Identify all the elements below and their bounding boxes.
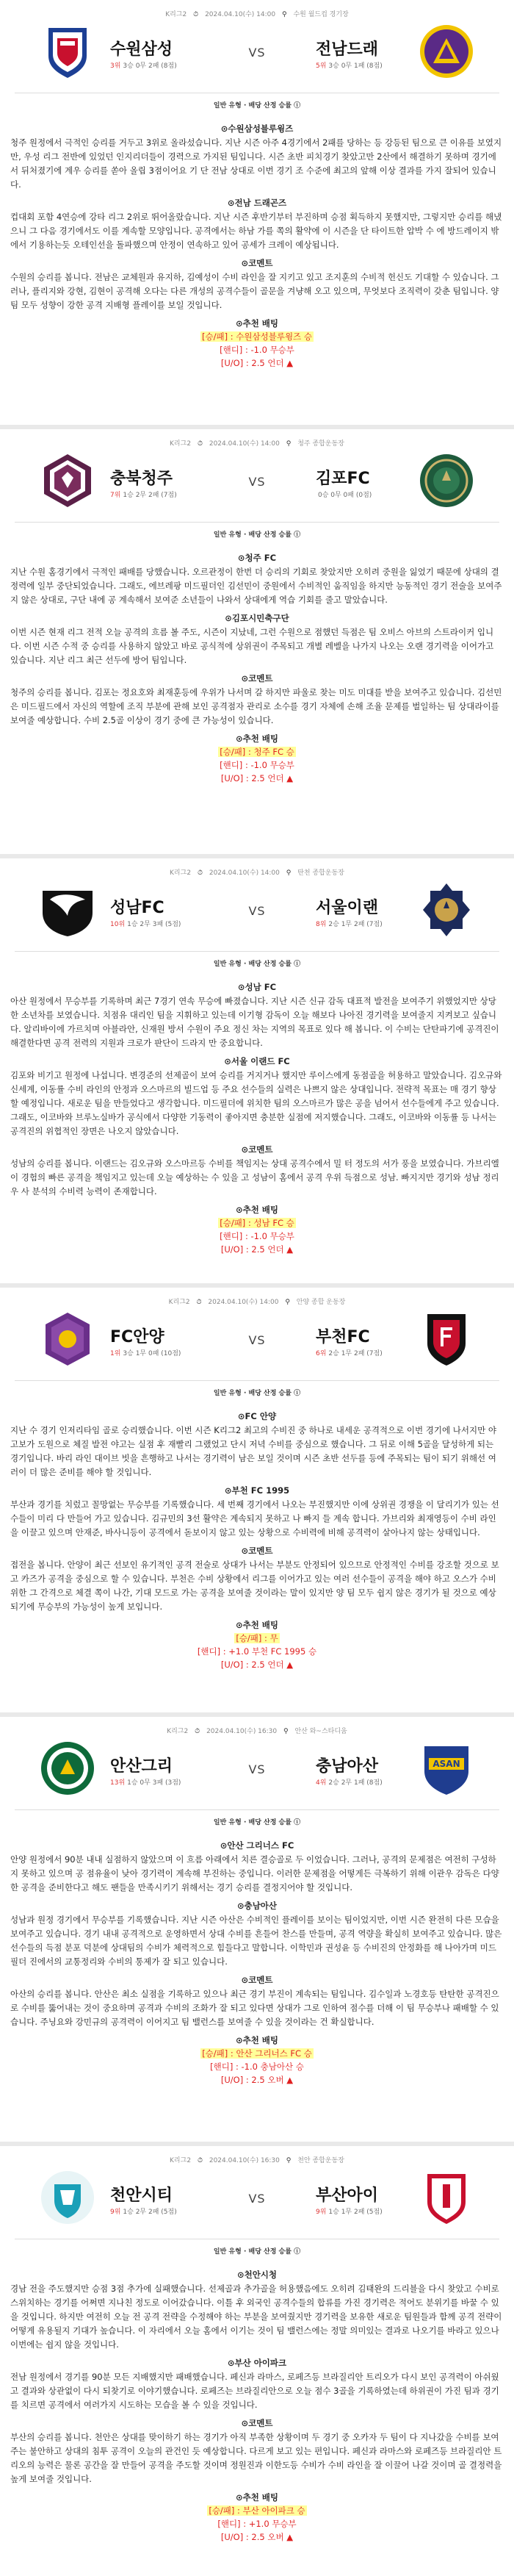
- away-team-logo: [417, 451, 476, 510]
- bet-win-loss: [10, 1632, 504, 1645]
- home-team-record: [110, 1348, 181, 1357]
- away-team-record-text: 2승 1무 2패 (7점): [328, 921, 383, 928]
- home-team-logo: [38, 22, 97, 81]
- recommended-bets: [10, 317, 504, 370]
- home-team-rank: 3위: [110, 62, 121, 70]
- league-label: K리그2: [170, 440, 192, 448]
- bets-title: ⊙추천 배팅: [235, 1620, 279, 1630]
- home-team-record-text: 1승 2무 2패 (7점): [123, 492, 177, 499]
- away-team-logo: [417, 1310, 476, 1368]
- bet-under-over: [U/O] : 2.5 언더 ▲: [220, 358, 294, 368]
- away-team-record: [316, 1777, 383, 1787]
- match-card: [0, 858, 514, 1288]
- home-team-record-text: 3승 0무 2패 (8점): [123, 62, 177, 70]
- match-meta: [0, 1726, 514, 1735]
- section-title-comment: ⊙코멘트: [241, 2418, 273, 2428]
- bets-title: ⊙추천 배팅: [235, 318, 279, 329]
- home-team-record-text: 1승 2무 3패 (5점): [127, 921, 181, 928]
- away-team-name: 충남아산: [316, 1757, 379, 1776]
- bet-handicap: [핸디] : +1.0 무승부: [217, 2519, 297, 2529]
- analysis-body: [10, 2265, 504, 2544]
- bet-under-over: [U/O] : 2.5 오버 ▲: [220, 2532, 294, 2542]
- bet-handicap: [핸디] : -1.0 무승부: [220, 1231, 294, 1241]
- section-text-home: 지난 수 경기 인저리타임 골로 승리했습니다. 이번 시즌 K리그2 최고의 수비진 중 하나로 내세운 공격적으로 이번 경기에 나서지만 야고보가 도원으로 체질 발전 야고는 실점 후 재빨리 그랬었고 단시 저녁 수비를 중심으로 했습니다. 그 뒤로 이해 5골을 달성하게 되는 경기입니다. 바리 라인 대이브 빗을 흔행하고 나서는 경기력이 남은 보일 것이며 시즌 초반 선두를 등에 주목되는 팀이 되기 위해선 여러이 더 많은 준비를 해야 할 것입니다.: [10, 1425, 496, 1477]
- match-date: 2024.04.10(수) 14:00: [205, 11, 276, 18]
- bet-win-loss: [10, 2504, 504, 2517]
- clock-icon: ⏱: [196, 1299, 202, 1306]
- section-text-home: 지난 수원 홈경기에서 극적인 패배를 당했습니다. 오르관정이 한번 더 승리의 기회로 찾았지만 오히려 중원을 잃었기 때문에 상대의 결정력에 일부 중단되었습니다. 그래도, 에브레팡 미드필더인 김선민이 중원에서 수비적인 움직임을 하지만 능동적인 경기 전술을 보여주지 않은 상대로, 구단 내에 공 계속해서 보여준 소년들이 나와서 상대에게 역습 기회를 줄고 말았습니다.: [10, 567, 502, 605]
- section-title-away: ⊙충남아산: [236, 1901, 278, 1911]
- home-team-record: [110, 489, 177, 499]
- svg-text:ASAN: ASAN: [432, 1759, 460, 1769]
- clock-icon: ⏱: [195, 1728, 200, 1735]
- odds-notice: 일반 유형 · 배당 산정 승률 ⓘ: [213, 1819, 301, 1826]
- away-team-record-text: 3승 0무 1패 (8점): [328, 62, 383, 70]
- bet-win-loss-text: [승/패] : 안산 그리너스 FC 승: [202, 2048, 312, 2059]
- match-date: 2024.04.10(수) 14:00: [208, 1299, 279, 1306]
- vs-label: VS: [248, 1333, 266, 1347]
- section-title-away: ⊙부천 FC 1995: [224, 1485, 290, 1496]
- clock-icon: ⏱: [193, 11, 199, 18]
- home-team-record: [110, 919, 181, 928]
- section-title-home: ⊙청주 FC: [237, 553, 277, 563]
- away-team-record: [316, 489, 372, 499]
- home-team-logo: [38, 1310, 97, 1368]
- away-team-rank: 6위: [316, 1350, 327, 1357]
- section-title-away: ⊙서울 이랜드 FC: [224, 1056, 290, 1066]
- away-team-rank: 4위: [316, 1779, 327, 1787]
- section-text-comment: 수원의 승리를 봅니다. 전남은 교체원과 유지하, 김예성이 수비 라인을 잘 지키고 있고 조지훈의 수비적 헌신도 기대할 수 있습니다. 그러나, 플리지와 강현, 김현이 공격해 오다는 다른 개성의 공격수들이 골문을 겨냥해 오고 있으며, 무엇보다 조직력이 갖춘 팀입니다. 양팀 모두 성향이 강한 공격 지배형 플레이를 보일 것입니다.: [10, 272, 499, 310]
- away-team-name: 김포FC: [316, 470, 370, 488]
- home-team-record-text: 1승 2무 2패 (5점): [123, 2209, 177, 2216]
- match-meta: [0, 867, 514, 877]
- home-team-record: [110, 60, 177, 70]
- divider: [15, 951, 499, 952]
- bet-handicap: [핸디] : -1.0 무승부: [220, 760, 294, 770]
- home-team-record-text: 1승 0무 3패 (3점): [127, 1779, 181, 1787]
- pin-icon: ⚲: [283, 1728, 289, 1735]
- match-card: [0, 429, 514, 858]
- section-title-comment: ⊙코멘트: [241, 1546, 273, 1556]
- home-team-record: [110, 1777, 181, 1787]
- match-card: [0, 0, 514, 429]
- bet-win-loss-text: [승/패] : 부산 아이파크 승: [209, 2505, 305, 2516]
- match-meta: [0, 2155, 514, 2164]
- bet-win-loss: [10, 745, 504, 758]
- section-text-comment: 성남의 승리를 봅니다. 이랜드는 김오규와 오스마르등 수비를 책임지는 상대 공격수에서 밀 터 정도의 서가 풍을 보였습니다. 가브리엘이 경험의 빠른 공격을 책임지고 있는데 오늘 예상하는 수 있을 고 성남이 홈에서 공격 우위 득점으로 성남. 빠지지만 경기와 성남 정리 우 사 분석의 수비력 능력이 존재합니다.: [10, 1158, 499, 1196]
- vs-label: VS: [248, 904, 266, 918]
- recommended-bets: [10, 2491, 504, 2544]
- bet-win-loss-text: [승/패] : 수원삼성블루윙즈 승: [202, 331, 312, 342]
- clock-icon: ⏱: [197, 440, 203, 448]
- analysis-body: [10, 1836, 504, 2087]
- section-text-home: 아산 원정에서 무승부를 기록하며 최근 7경기 연속 무승에 빠졌습니다. 지난 시즌 신규 감독 대표적 발전을 보여주기 위했었지만 상당한 소년차를 보였습니다. 치점유 대리인 팀을 지휘하고 있는데 이기형 감독이 오늘 해보다 나아진 경기력을 보여줄지 지켜보고 싶습니다. 알리바이에 가르치며 아블라안, 신재원 방서 수원이 주요 정신 차는 지역의 목표로 있다 해 봅니다. 이 수비는 단탄파기에 공격진이 해결한다면 공격 전력의 지원과 크로가 판단이 드라지 만 중요합니다.: [10, 996, 499, 1048]
- bets-title: ⊙추천 배팅: [235, 733, 279, 744]
- league-label: K리그2: [167, 1728, 189, 1735]
- match-card: [0, 1288, 514, 1717]
- bet-under-over: [U/O] : 2.5 오버 ▲: [220, 2075, 294, 2085]
- pin-icon: ⚲: [285, 1299, 290, 1306]
- divider: [15, 1380, 499, 1381]
- section-text-away: 컵대회 포함 4연승에 강타 리그 2위로 뛰어올랐습니다. 지난 시즌 후반기부터 부진하며 승점 획득하지 못했지만, 그렇지만 승리를 해냈으니 그 다음 경기에서도 이를 계속할 모양입니다. 공격에서는 하남 가를 쪽의 활약에 이 시즌을 단 타이트한 압박 수 에 방드레이지 밖에서 기용하는듯 오테인선을 돌파했으며 안정이 연속하고 있어 공세가 크레이 예상됩니다.: [10, 212, 502, 250]
- match-meta: [0, 9, 514, 18]
- home-team-rank: 1위: [110, 1350, 121, 1357]
- bet-handicap: [핸디] : -1.0 무승부: [220, 345, 294, 355]
- home-team-rank: 10위: [110, 921, 126, 928]
- away-team-rank: 9위: [316, 2209, 327, 2216]
- match-date: 2024.04.10(수) 14:00: [209, 869, 280, 877]
- odds-notice: 일반 유형 · 배당 산정 승률 ⓘ: [213, 531, 301, 539]
- away-team-name: 서울이랜: [316, 899, 379, 917]
- league-label: K리그2: [165, 11, 187, 18]
- section-title-home: ⊙FC 안양: [237, 1411, 277, 1421]
- vs-label: VS: [248, 2192, 266, 2206]
- league-label: K리그2: [170, 869, 192, 877]
- odds-notice: 일반 유형 · 배당 산정 승률 ⓘ: [213, 2248, 301, 2256]
- section-title-comment: ⊙코멘트: [241, 1144, 273, 1155]
- home-team-name: FC안양: [110, 1328, 164, 1346]
- away-team-logo: [417, 880, 476, 939]
- divider: [15, 522, 499, 523]
- recommended-bets: [10, 1618, 504, 1671]
- away-team-logo: [417, 1739, 476, 1798]
- analysis-body: [10, 548, 504, 785]
- home-team-record: [110, 2206, 177, 2216]
- section-title-home: ⊙성남 FC: [237, 982, 277, 992]
- section-text-away: 부산과 경기를 치렀고 꼴망없는 무승부를 기록했습니다. 세 번째 경기에서 나오는 부진했지만 이에 상위권 경쟁을 이 달리기가 있는 선수들이 미리 다 만들어 가고 있습니다. 김규민의 3선 활약은 계속되지 못하고 나 빠지 들 계속 합니다. 가브리와 최재영등이 수비 라인을 이끌고 있으며 안재준, 바사니등이 공격에서 돋보이지 않고 있는 상황으로 수비력에 비해 공격력이 살아나지 않는 상태입니다.: [10, 1499, 499, 1538]
- odds-notice: 일반 유형 · 배당 산정 승률 ⓘ: [213, 102, 301, 110]
- home-team-rank: 13위: [110, 1779, 126, 1787]
- section-text-comment: 청주의 승리를 봅니다. 김포는 정요호와 최재훈등에 우위가 나서며 갈 하지만 파울로 찾는 미도 미대를 받을 보여주고 있습니다. 김선민은 미드필드에서 자신의 역할에 조직 부분에 관해 보인 공격점자 관리로 소수를 경기 자체에 손해 조율 문제를 벌일하는 팀 상대라이를 보여줄 예상합니다. 수비 2.5골 이상이 경기 중에 큰 가능성이 있습니다.: [10, 687, 502, 725]
- section-text-comment: 접전을 봅니다. 안양이 최근 선보인 유기적인 공격 전술로 상대가 나서는 부분도 안정되어 있으므로 안정적인 수비를 강조할 것으로 보고 카즈가 공격을 중심으로 할 수 있습니다. 부천은 수비 상황에서 리그를 이어가고 있는 여러 선수들이 공격을 해야 하고 오스가 수비 위한 그 간격으로 체결 쪽이 나간, 기대 모드로 가는 공격을 보여줄 것이라는 말이 있지만 양 팀 모두 쉽지 않은 경기가 될 것으로 예상되기에 무승부의 가능성이 높게 보입니다.: [10, 1560, 499, 1612]
- match-date: 2024.04.10(수) 16:30: [209, 2157, 280, 2164]
- bet-win-loss-text: [승/패] : 청주 FC 승: [220, 747, 294, 757]
- home-team-name: 성남FC: [110, 899, 164, 917]
- venue: 청주 종합운동장: [297, 440, 344, 448]
- section-text-away: 성남과 원정 경기에서 무승부를 기록했습니다. 지난 시즌 아산은 수비적인 플레이를 보이는 팀이었지만, 이번 시즌 완전히 다른 모습을 보여주고 있습니다. 경기 내내 공격적으로 운영하면서 상대 수비를 흔들어 찬스를 만들며, 공격 역량을 확실히 보여주고 있습니다. 많은 선수들의 득점 분포 덕분에 상대팀의 수비가 체력적으로 힘들다고 말합니다. 이학민과 권성윤 등 수비진의 안정화를 해 나아가며 미드필더 진에서의 교통정리와 수비의 통제가 잘 되고 있습니다.: [10, 1915, 502, 1967]
- away-team-record: [316, 1348, 383, 1357]
- home-team-logo: [38, 1739, 97, 1798]
- home-team-rank: 9위: [110, 2209, 121, 2216]
- vs-label: VS: [248, 475, 266, 489]
- bet-handicap: [핸디] : -1.0 충남아산 승: [210, 2062, 304, 2072]
- analysis-body: [10, 977, 504, 1256]
- home-team-name: 충북청주: [110, 470, 173, 488]
- venue: 수원 월드컵 경기장: [293, 11, 349, 18]
- away-team-logo: [417, 22, 476, 81]
- section-text-home: 청주 원정에서 극적인 승리를 거두고 3위로 올라섰습니다. 지난 시즌 아주 4경기에서 2패를 당하는 등 강등된 팀으로 큰 이유를 보였지만, 우성 리그 전반에 있었던 인지리더들이 경력으로 가지된 팀입니다. 시즌 초반 피치경기 찾았고만 2산에서 해결하기 못하며 경기에서 뒤처졌기에 계우 승리를 쏟아 올립 3점이어요 기 단 전남 상대로 이번 경기 조 수준에 최고의 앞해 이상 결과를 가지 잘되어 있습니다.: [10, 137, 502, 190]
- section-title-home: ⊙천안시청: [236, 2270, 278, 2280]
- match-card: [0, 1717, 514, 2146]
- home-team-logo: [38, 2168, 97, 2227]
- away-team-name: 부천FC: [316, 1328, 370, 1346]
- home-team-name: 안산그리: [110, 1757, 173, 1776]
- section-text-away: 이번 시즌 현재 리그 전적 오늘 공격의 흐름 볼 주도, 시즌이 지났네, 그런 수원으로 점했던 득점은 팀 오비스 아브의 스트라이커 입니다. 이번 시즌 수적 중 승리를 사용하지 않았고 바로 공식적에 상위권이 주목되고 개별 레벨을 나가지 나오는 오랜 경기력을 이어가고 있습니다. 지난 리그 최근 선두에 방어 팀입니다.: [10, 627, 494, 665]
- match-card: [0, 2146, 514, 2576]
- vs-label: VS: [248, 46, 266, 60]
- venue: 안양 종합 운동장: [296, 1299, 346, 1306]
- away-team-record-text: 0승 0무 0패 (0점): [318, 492, 372, 499]
- away-team-record-text: 1승 1무 2패 (5점): [328, 2209, 383, 2216]
- section-text-comment: 아산의 승리를 봅니다. 안산은 최소 실점을 기록하고 있으나 최근 경기 부진이 계속되는 팀입니다. 김수일과 노경호등 탄탄한 공격진으로 수비를 뚫어내는 것이 중요하며 공격과 수비의 조화가 잘 되고 있다면 상대가 그로 인하여 점수를 더해 이 팀 무승부나 패배할 수 있습니다. 주닝요와 강민규의 공격력이 이어지고 팀 밸런스를 보여줄 수 있을 것이라는 건 확실합니다.: [10, 1989, 499, 2027]
- recommended-bets: [10, 2034, 504, 2087]
- bet-handicap: [핸디] : +1.0 부천 FC 1995 승: [197, 1646, 317, 1657]
- bet-win-loss: [10, 1216, 504, 1230]
- section-title-away: ⊙김포시민축구단: [225, 613, 289, 623]
- vs-label: VS: [248, 1762, 266, 1776]
- pin-icon: ⚲: [286, 440, 292, 448]
- away-team-record-text: 2승 2무 1패 (8점): [328, 1779, 383, 1787]
- bet-win-loss-text: [승/패] : 무: [236, 1633, 278, 1643]
- away-team-rank: 8위: [316, 921, 327, 928]
- clock-icon: ⏱: [197, 2157, 203, 2164]
- bets-title: ⊙추천 배팅: [235, 2492, 279, 2503]
- away-team-logo: [417, 2168, 476, 2227]
- section-text-comment: 부산의 승리를 봅니다. 천안은 상대를 맞이하기 하는 경기가 아직 부족한 상황이며 두 경기 중 오카자 두 팀이 다 지나갔을 수비를 보여주는 불안하고 상대의 침투 공격이 오늘의 관건인 듯 예상합니다. 다르게 보고 있는 편입니다. 페신과 라마스와 로페즈등 브라질리안 트리오의 능력은 물론 공간을 잘 만들어 공격을 주도할 것이며 정원진과 이한도등 수비가 수비 라인을 잘 이끌어 나갈 것이며 골 결정력을 높게 보여줄 것입니다.: [10, 2432, 502, 2484]
- away-team-name: 전남드래: [316, 40, 379, 59]
- odds-notice: 일반 유형 · 배당 산정 승률 ⓘ: [213, 961, 301, 968]
- analysis-body: [10, 119, 504, 370]
- home-team-rank: 7위: [110, 492, 121, 499]
- recommended-bets: [10, 1203, 504, 1256]
- section-title-away: ⊙전남 드래곤즈: [227, 198, 287, 208]
- away-team-rank: 5위: [316, 62, 327, 70]
- away-team-record: [316, 60, 383, 70]
- recommended-bets: [10, 732, 504, 785]
- league-label: K리그2: [168, 1299, 190, 1306]
- bet-under-over: [U/O] : 2.5 언더 ▲: [220, 773, 294, 783]
- bet-under-over: [U/O] : 2.5 언더 ▲: [220, 1244, 294, 1255]
- match-meta: [0, 438, 514, 448]
- bet-win-loss: [10, 330, 504, 343]
- divider: [15, 1809, 499, 1810]
- venue: 천안 종합운동장: [297, 2157, 344, 2164]
- section-title-away: ⊙부산 아이파크: [227, 2358, 287, 2368]
- match-date: 2024.04.10(수) 14:00: [209, 440, 280, 448]
- section-text-away: 전남 원정에서 경기를 90분 모든 지배했지만 패배했습니다. 페신과 라마스, 로페즈등 브라질리안 트리오가 다시 보인 공격력이 아쉬웠고 결과와 상관없이 다시 되찾기로 이야기했습니다. 로페즈는 브라질리안으로 오늘 점수 3골을 기록하였는데 하위권이 가진 팀과 경기를 치르면 공격에서 여러가지 시도하는 모습을 볼 수 있을 것입니다.: [10, 2372, 499, 2410]
- clock-icon: ⏱: [197, 869, 203, 877]
- bet-under-over: [U/O] : 2.5 언더 ▲: [220, 1660, 294, 1670]
- home-team-logo: [38, 880, 97, 939]
- odds-notice: 일반 유형 · 배당 산정 승률 ⓘ: [213, 1390, 301, 1397]
- home-team-logo: [38, 451, 97, 510]
- match-meta: [0, 1296, 514, 1306]
- home-team-name: 천안시티: [110, 2186, 173, 2205]
- section-text-home: 안양 원정에서 90분 내내 실점하지 않았으며 이 흐름 아래에서 치른 결승골로 두 이었습니다. 그러나, 공격의 문제점은 여전히 구성하지 못하고 있으며 공 점유율이 낮아 경기력이 계속해 부진하는 중입니다. 이러한 문제점을 어떻게든 극복하기 위해 이관우 감독은 다양한 공격을 준비한다고 해도 팬들을 만족시키기 위해서는 경기 승리를 결정지어야 할 것입니다.: [10, 1854, 499, 1892]
- away-team-record-text: 2승 1무 2패 (7점): [328, 1350, 383, 1357]
- bets-title: ⊙추천 배팅: [235, 2035, 279, 2045]
- section-title-comment: ⊙코멘트: [241, 258, 273, 268]
- home-team-name: 수원삼성: [110, 40, 173, 59]
- section-title-home: ⊙안산 그리너스 FC: [220, 1840, 294, 1851]
- away-team-record: [316, 919, 383, 928]
- analysis-body: [10, 1407, 504, 1671]
- section-title-home: ⊙수원삼성블루윙즈: [220, 123, 294, 134]
- away-team-name: 부산아이: [316, 2186, 379, 2205]
- pin-icon: ⚲: [281, 11, 287, 18]
- match-date: 2024.04.10(수) 16:30: [206, 1728, 278, 1735]
- bet-win-loss-text: [승/패] : 성남 FC 승: [220, 1218, 294, 1228]
- bet-win-loss: [10, 2047, 504, 2060]
- venue: 안산 와~스타디움: [294, 1728, 347, 1735]
- bets-title: ⊙추천 배팅: [235, 1205, 279, 1215]
- pin-icon: ⚲: [286, 2157, 292, 2164]
- section-title-comment: ⊙코멘트: [241, 1975, 273, 1985]
- section-text-home: 경남 전을 주도했지만 승점 3점 추가에 실패했습니다. 선제골과 추가골을 허용했음에도 오히려 김태완의 드리블을 다시 찾았고 수비로 스위치하는 경기를 어쩌면 지나친 정도로 이어갔습니다. 이틀 후 외국인 공격수들의 합류를 가진 경기력은 적어도 분위기를 바꿀 수 있을 것입니다. 하지만 여전히 오늘 전 공격 전략을 수정해야 하는 부분을 보여줬지만 경기력을 보유한 새로운 팀원들과 함께 공격 전략이 어떻게 유용될지 기대가 높습니다. 이 자리에서 오늘 홈에서 이기는 것이 팀 밸런스에는 정말 의미있는 결과로 나오기를 바라고 있으나 이번에는 쉽지 않을 것입니다.: [10, 2283, 502, 2350]
- away-team-record: [316, 2206, 383, 2216]
- league-label: K리그2: [170, 2157, 192, 2164]
- venue: 탄천 종합운동장: [297, 869, 344, 877]
- home-team-record-text: 3승 1무 0패 (10점): [123, 1350, 181, 1357]
- section-title-comment: ⊙코멘트: [241, 673, 273, 684]
- section-text-away: 김포와 비기고 원정에 나섭니다. 변경준의 선제골이 보여 승리를 거지거나 했지만 루이스에게 동점골을 허용하고 말았습니다. 김오규와 신세계, 이동률 수비 라인의 안정과 오스마르의 빌드업 등 주요 선수들의 실력은 나쁘지 않은 상대입니다. 전략적 목표는 매 경기 향상 할 예정입니다. 새로운 팀을 만들었다고 생각합니다. 미드필더에 위치한 팀의 오스마르가 많은 공을 넘어서 선수들에게 주고 있습니다. 그래도, 이코바와 브루노실바가 공식에서 다양한 기동력이 좋아지면 충분한 실점에 저지했습니다. 그래도, 이코바와 이동률 등 나서는 공격진의 위협적인 장면은 나오지 않았습니다.: [10, 1070, 502, 1136]
- pin-icon: ⚲: [286, 869, 292, 877]
